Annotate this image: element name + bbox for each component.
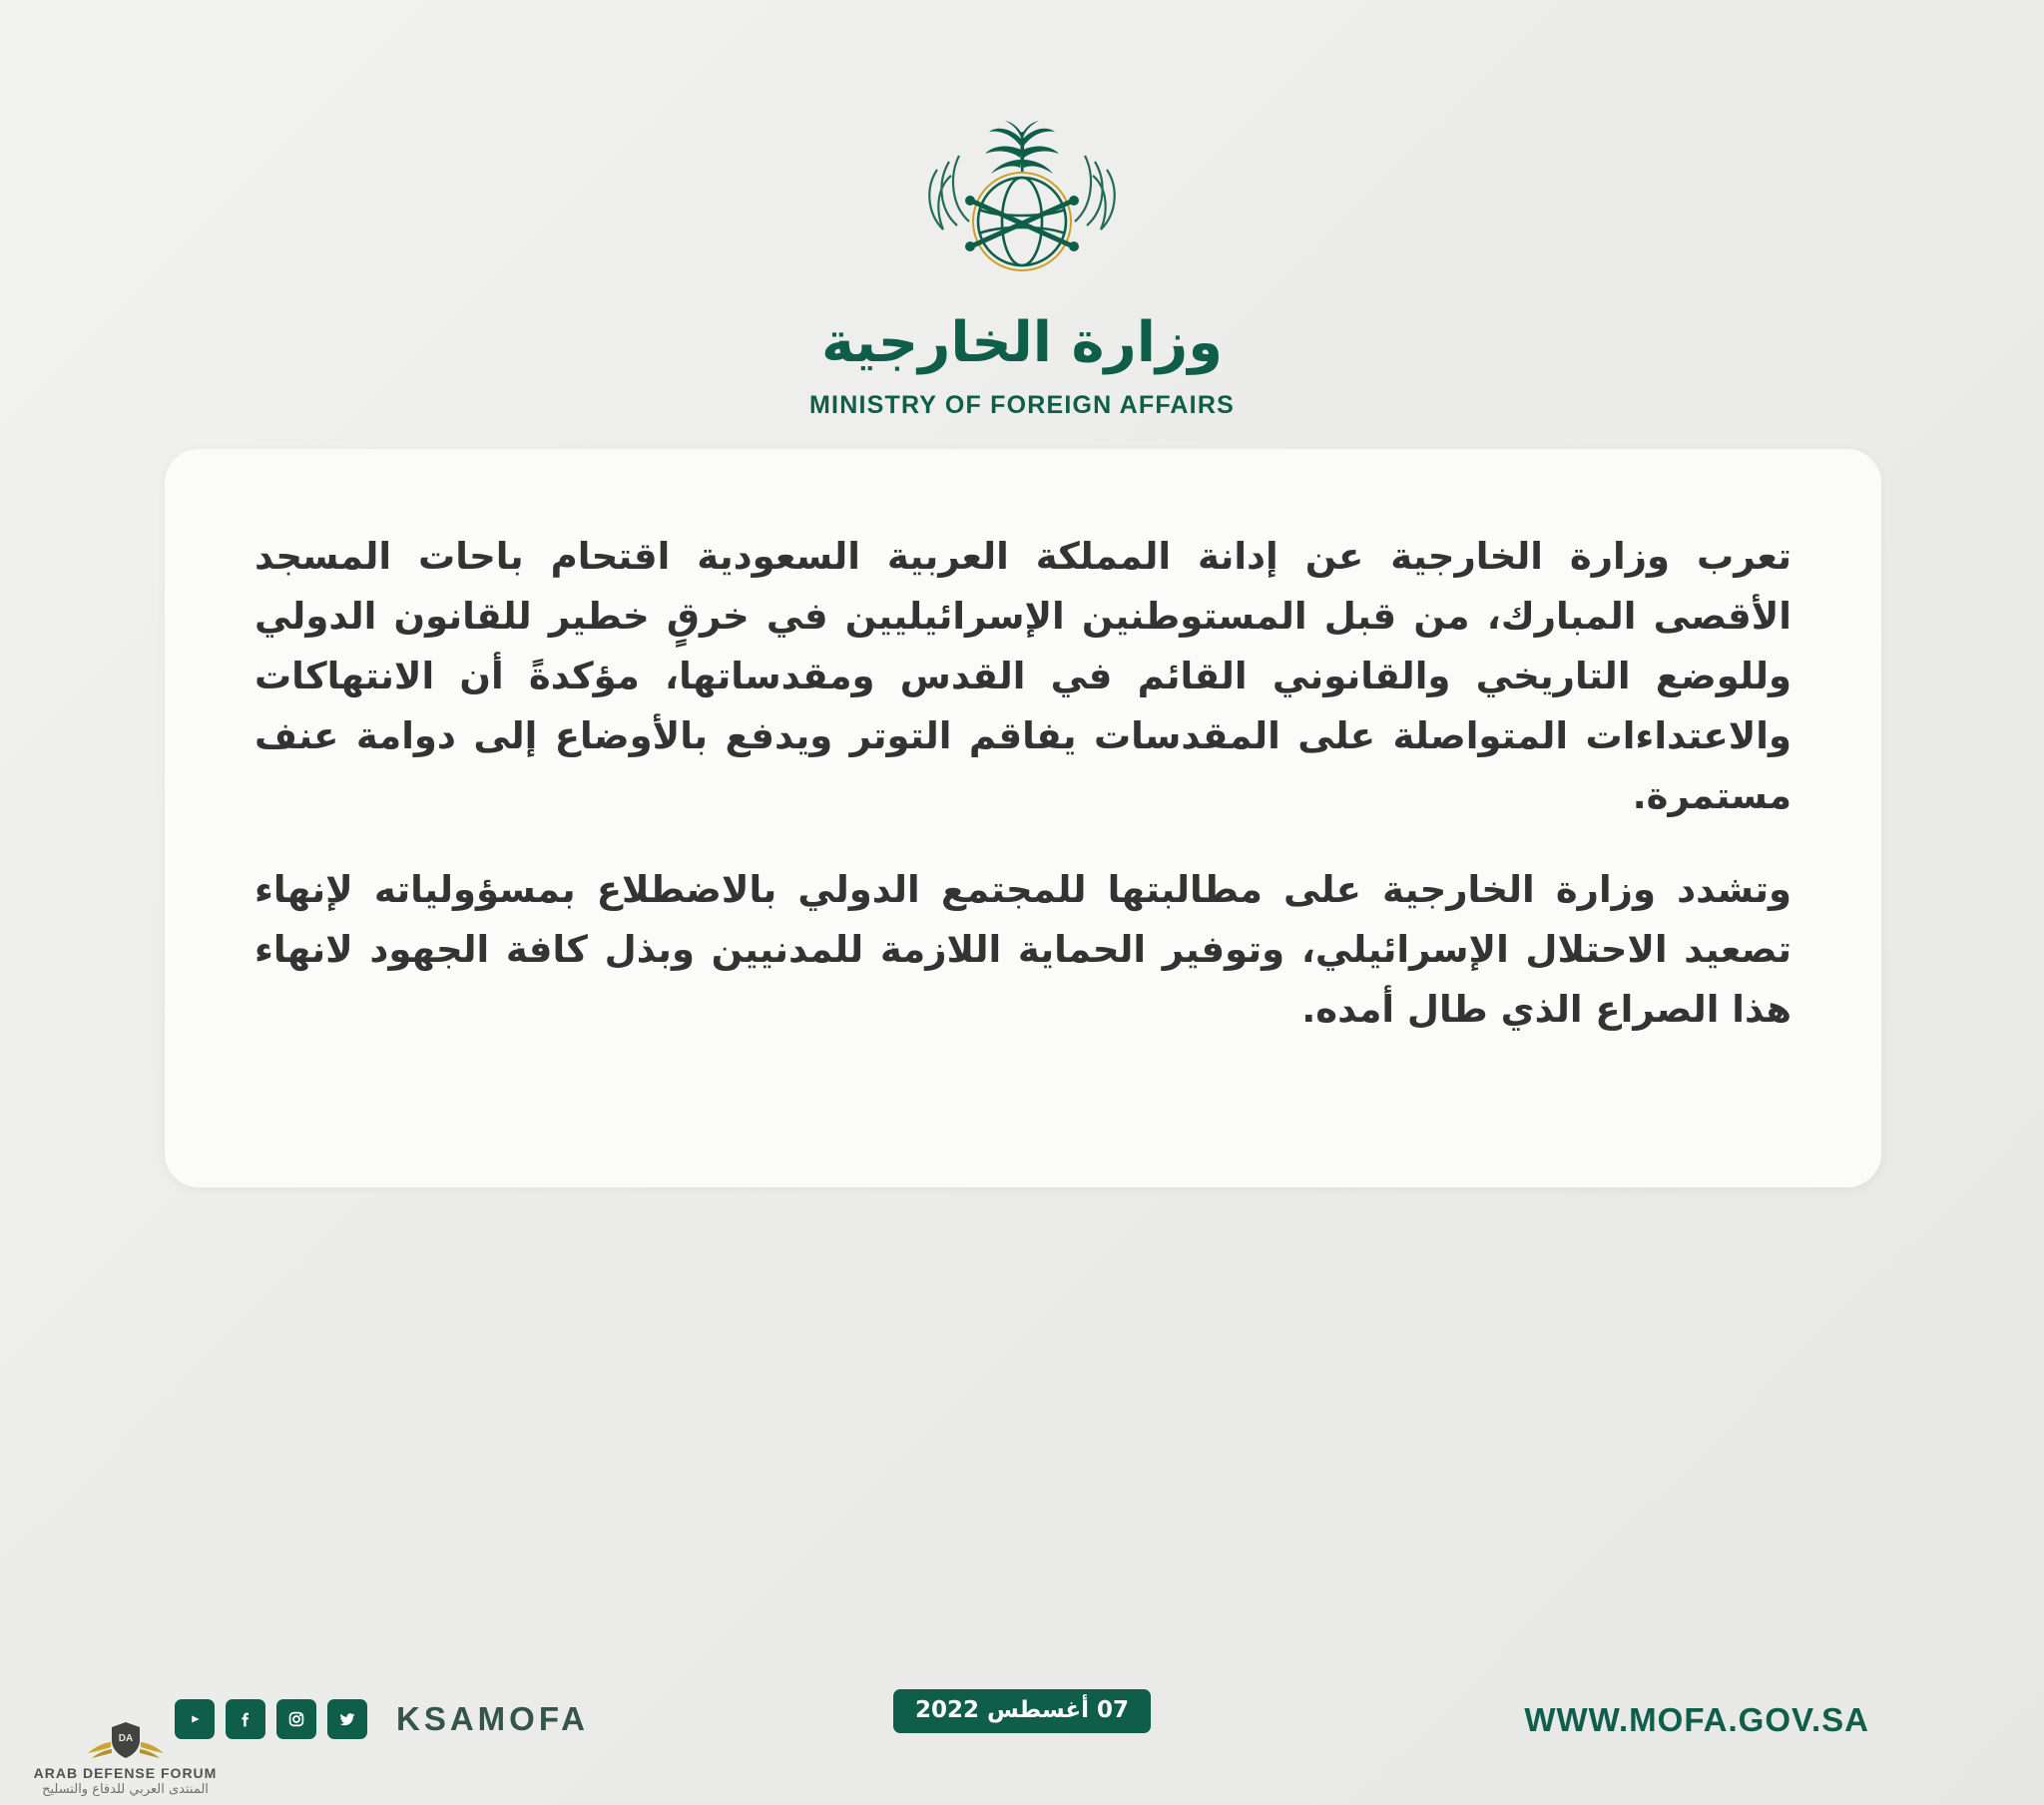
ministry-name-english: MINISTRY OF FOREIGN AFFAIRS [809, 391, 1235, 419]
svg-text:DA: DA [118, 1733, 133, 1744]
instagram-icon[interactable] [276, 1699, 316, 1739]
website-url[interactable]: WWW.MOFA.GOV.SA [1524, 1701, 1869, 1738]
statement-paragraph-1: تعرب وزارة الخارجية عن إدانة المملكة العربية السعودية اقتحام باحات المسجد الأقصى المبارك، من قبل المستوطنين الإسرائيليين في خرقٍ خطير للقانون الدولي وللوضع التاريخي والقانوني القائم في القدس ومقدساتها، مؤكدةً أن الانتهاكات والاعتداءات المتواصلة على المقدسات يفاقم التوتر ويدفع بالأوضاع إلى دوامة عنف مستمرة. [255, 535, 1791, 817]
document-footer [0, 1635, 2044, 1805]
forum-watermark [18, 1718, 233, 1797]
watermark-title: ARAB DEFENSE FORUM [33, 1765, 218, 1781]
ministry-name-arabic: وزارة الخارجية [820, 309, 1224, 375]
watermark-subtitle: المنتدى العربي للدفاع والتسليح [42, 1782, 209, 1797]
social-handle: KSAMOFA [396, 1700, 589, 1737]
saudi-national-emblem-icon [907, 110, 1137, 299]
twitter-icon[interactable] [327, 1699, 367, 1739]
statement-card [165, 449, 1881, 1187]
shield-wings-icon [85, 1718, 167, 1764]
social-links [175, 1699, 589, 1739]
publication-date-badge: 07 أغسطس 2022 [893, 1689, 1151, 1733]
document-header [0, 0, 2044, 420]
statement-body [255, 527, 1791, 1040]
statement-paragraph-2: وتشدد وزارة الخارجية على مطالبتها للمجتمع الدولي بالاضطلاع بمسؤولياته لإنهاء تصعيد الاحتلال الإسرائيلي، وتوفير الحماية اللازمة للمدنيين وبذل كافة الجهود لانهاء هذا الصراع الذي طال أمده. [255, 867, 1791, 1031]
